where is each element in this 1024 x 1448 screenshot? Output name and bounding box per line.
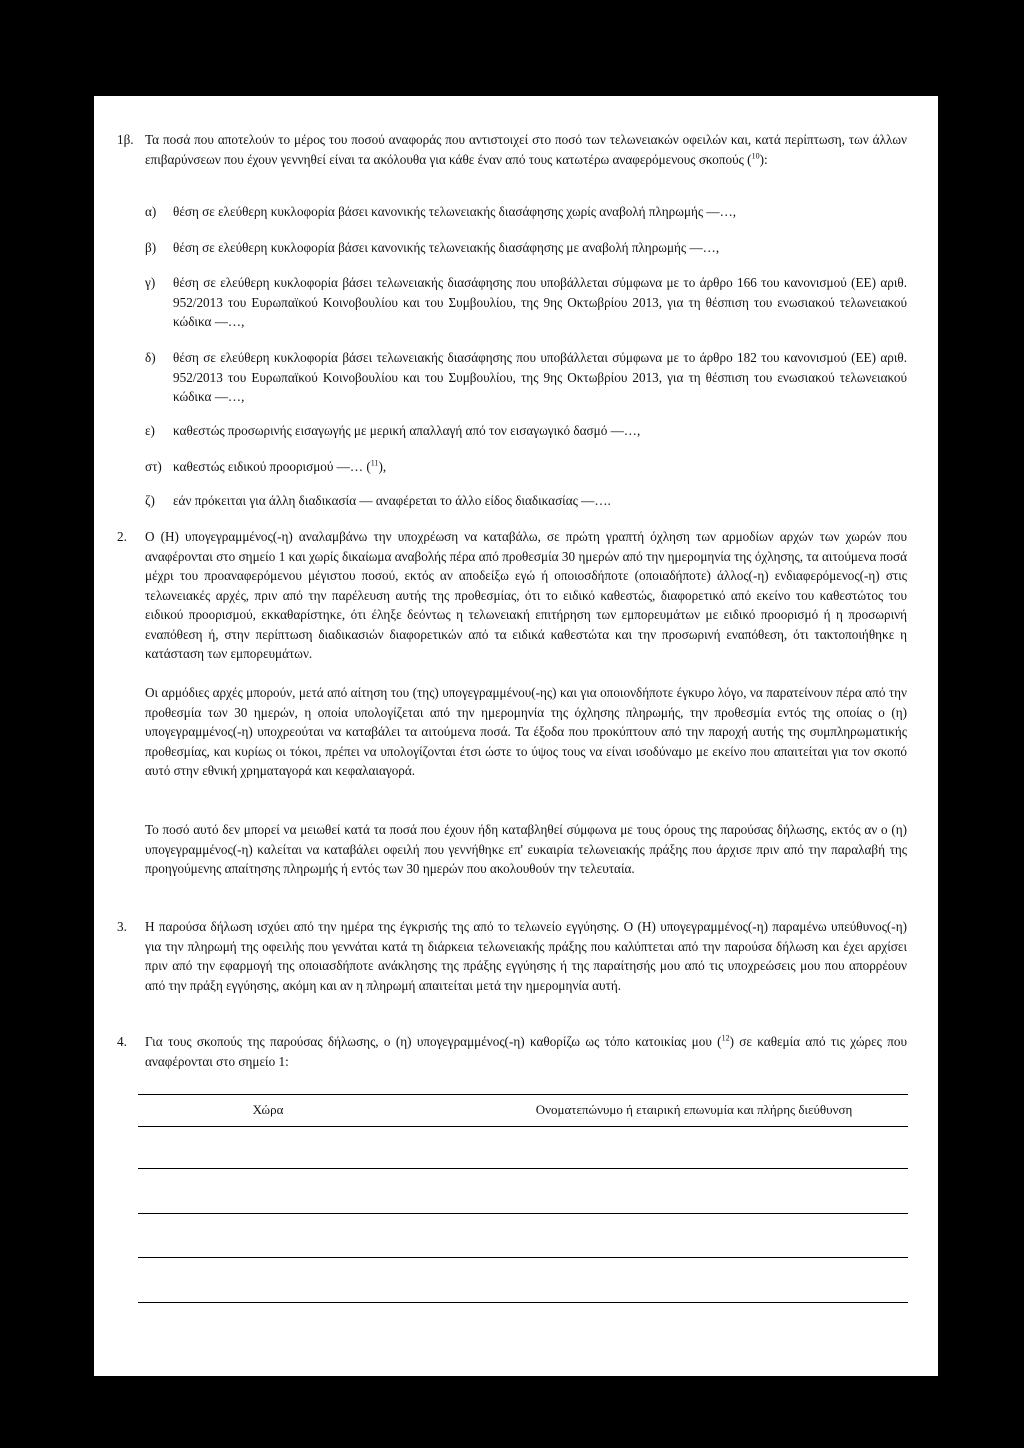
item-f-label: στ) xyxy=(145,459,162,474)
table-row-line xyxy=(138,1257,908,1258)
item-f-text: καθεστώς ειδικού προορισμού —… ($^{11}$), xyxy=(173,458,387,474)
section-4-text: Για τους σκοπούς της παρούσας δήλωσης, ο (η) υπογεγραμμένος(-η) καθορίζω ως τόπο κατοικίας μου ($^{12}$) σε καθεμία από τις χώρες που αναφέρονται στο σημείο 1: xyxy=(145,1033,907,1069)
section-4-number: 4. xyxy=(117,1034,127,1049)
footnote-ref-12: 12 xyxy=(721,1033,730,1043)
item-d-text: θέση σε ελεύθερη κυκλοφορία βάσει τελωνειακής διασάφησης που υποβάλλεται σύμφωνα με το άρθρο 182 του κανονισμού (ΕΕ) αριθ. 952/2013 του Ευρωπαϊκού Κοινοβουλίου και του Συμβουλίου, της 9ης Οκτωβρίου 2013, για τη θέσπιση του ενωσιακού τελωνειακού κώδικα —…, xyxy=(173,350,907,404)
section-2-paragraph-2: Οι αρμόδιες αρχές μπορούν, μετά από αίτηση του (της) υπογεγραμμένου(-ης) και για οποιονδήποτε έγκυρο λόγο, να παρατείνουν πέρα από την προθεσμία των 30 ημερών, η οποία υπολογίζεται από την ημερομηνία της όχλησης πληρωμής, την προθεσμία εντός της οποίας ο (η) υπογεγραμμένος(-η) υποχρεούται να καταβάλει τα αιτούμενα ποσά. Τα έξοδα που προκύπτουν από την παροχή αυτής της συμπληρωματικής προθεσμίας, και κυρίως οι τόκοι, πρέπει να υπολογίζονται έτσι ώστε το ύψος τους να είναι ισοδύναμο με εκείνο που απαιτείται για τον σκοπό αυτό στην εθνική χρηματαγορά και κεφαλαιαγορά. xyxy=(145,685,907,778)
table-header-rule xyxy=(138,1126,908,1127)
item-e-text: καθεστώς προσωρινής εισαγωγής με μερική απαλλαγή από τον εισαγωγικό δασμό —…, xyxy=(173,423,641,438)
section-3-text: Η παρούσα δήλωση ισχύει από την ημέρα της έγκρισής της από το τελωνείο εγγύησης. Ο (Η) υπογεγραμμένος(-η) παραμένω υπεύθυνος(-η) για την πληρωμή της οφειλής που γεννάται κατά τη διάρκεια τελωνειακής πράξης που καλύπτεται από την παρούσα δήλωση και έχει αρχίσει πριν από την εφαρμογή της οποιασδήποτε ανάκλησης της πράξης εγγύησης ή της παραίτησής μου από τις υποχρεώσεις μου που απορρέουν από την πράξη εγγύησης, ακόμη και αν η πληρωμή απαιτείται μετά την ημερομηνία αυτή. xyxy=(145,919,907,993)
item-e-label: ε) xyxy=(145,423,155,438)
item-c-text: θέση σε ελεύθερη κυκλοφορία βάσει τελωνειακής διασάφησης που υποβάλλεται σύμφωνα με το άρθρο 166 του κανονισμού (ΕΕ) αριθ. 952/2013 του Ευρωπαϊκού Κοινοβουλίου και του Συμβουλίου, της 9ης Οκτωβρίου 2013, για τη θέσπιση του ενωσιακού τελωνειακού κώδικα —…, xyxy=(173,275,907,329)
item-b-label: β) xyxy=(145,240,157,255)
table-row-line xyxy=(138,1302,908,1303)
table-top-rule xyxy=(138,1094,908,1095)
section-2-paragraph-3: Το ποσό αυτό δεν μπορεί να μειωθεί κατά τα ποσά που έχουν ήδη καταβληθεί σύμφωνα με τους όρους της παρούσας δήλωσης, εκτός αν ο (η) υπογεγραμμένος(-η) καλείται να καταβάλει οφειλή που γεννήθηκε επ' ευκαιρία τελωνειακής πράξης που άρχισε πριν από την παραλαβή της προηγούμενης απαίτησης πληρωμής ή εντός των 30 ημερών που ακολουθούν την τελευταία. xyxy=(145,822,907,876)
section-3-number: 3. xyxy=(117,919,127,934)
item-g-label: ζ) xyxy=(145,493,155,508)
column-header-address: Ονοματεπώνυμο ή εταιρική επωνυμία και πλήρης διεύθυνση xyxy=(535,1102,853,1117)
item-g-text: εάν πρόκειται για άλλη διαδικασία — αναφέρεται το άλλο είδος διαδικασίας —…. xyxy=(173,493,611,508)
section-2-paragraph-1: Ο (Η) υπογεγραμμένος(-η) αναλαμβάνω την υποχρέωση να καταβάλω, σε πρώτη γραπτή όχληση των αρμοδίων αρχών των χωρών που αναφέρονται στο σημείο 1 και χωρίς δικαίωμα αναβολής πέρα από προθεσμία 30 ημερών από την ημερομηνία της όχλησης, τα αιτούμενα ποσά μέχρι του προαναφερόμενου μέγιστου ποσού, εκτός αν αποδείξω εγώ ή οποιοσδήποτε (οποιαδήποτε) άλλος(-η) ενδιαφερόμενος(-η) στις τελωνειακές αρχές, πριν από την παρέλευση αυτής της προθεσμίας, ότι το ειδικό καθεστώς, διαφορετικό από εκείνο του καθεστώτος του ειδικού προορισμού, εκκαθαρίστηκε, ότι έληξε δεόντως η τελωνειακή επιτήρηση των εμπορευμάτων με ειδικό προορισμό ή η προσωρινή εναπόθεση ή, στην περίπτωση διαδικασιών διαφορετικών από τα ειδικά καθεστώτα και την προσωρινή εναπόθεση, ότι τακτοποιήθηκε η κατάσταση των εμπορευμάτων. xyxy=(145,529,907,661)
section-1b-number: 1β. xyxy=(117,132,134,147)
footnote-ref-11: 11 xyxy=(370,458,379,468)
table-row-line xyxy=(138,1213,908,1214)
item-d-label: δ) xyxy=(145,350,156,365)
footnote-ref-10: 10 xyxy=(751,151,760,161)
table-row-line xyxy=(138,1168,908,1169)
item-a-text: θέση σε ελεύθερη κυκλοφορία βάσει κανονικής τελωνειακής διασάφησης χωρίς αναβολή πληρωμής —…, xyxy=(173,204,737,219)
section-1b-body: Τα ποσά που αποτελούν το μέρος του ποσού αναφοράς που αντιστοιχεί στο ποσό των τελωνειακών οφειλών και, κατά περίπτωση, των άλλων επιβαρύνσεων που έχουν γεννηθεί είναι τα ακόλουθα για κάθε έναν από τους κατωτέρω αναφερόμενους σκοπούς ( xyxy=(145,132,907,167)
column-header-country: Χώρα xyxy=(252,1102,284,1117)
item-c-label: γ) xyxy=(145,275,156,290)
section-2-number: 2. xyxy=(117,529,127,544)
item-b-text: θέση σε ελεύθερη κυκλοφορία βάσει κανονικής τελωνειακής διασάφησης με αναβολή πληρωμής —…, xyxy=(173,240,720,255)
section-1b-text: Τα ποσά που αποτελούν το μέρος του ποσού αναφοράς που αντιστοιχεί στο ποσό των τελωνειακών οφειλών και, κατά περίπτωση, των άλλων επιβαρύνσεων που έχουν γεννηθεί είναι τα ακόλουθα για κάθε έναν από τους κατωτέρω αναφερόμενους σκοπούς ($^{10}$): xyxy=(145,132,907,167)
item-a-label: α) xyxy=(145,204,157,219)
